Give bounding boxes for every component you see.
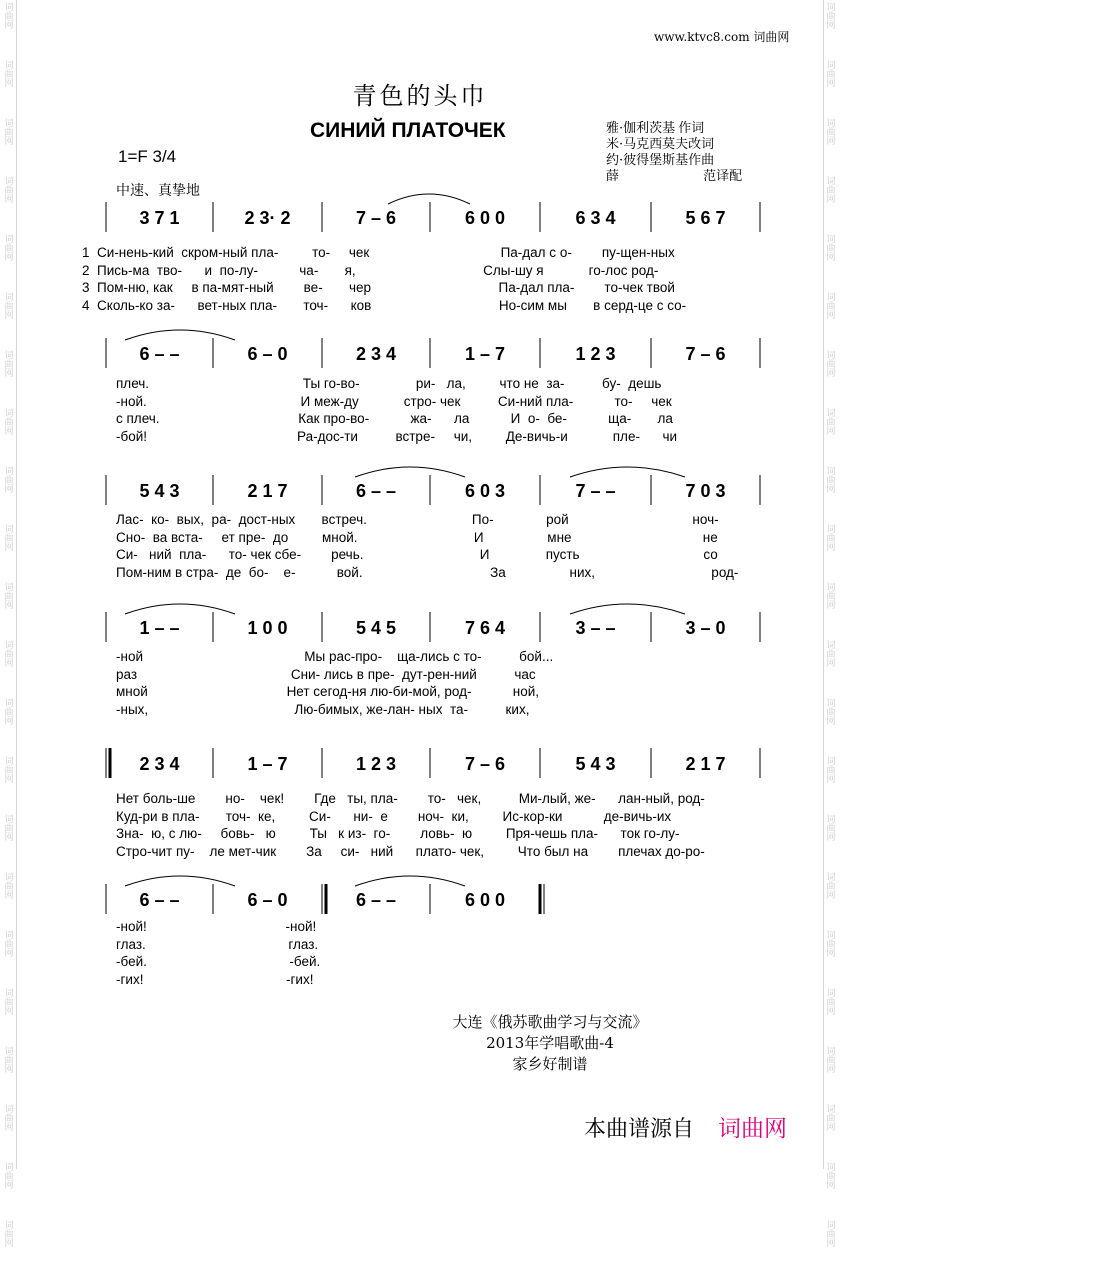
lyric-line: раз Сни- лись в пре- дут-рен-ний час (116, 666, 536, 682)
watermark-text: 词曲网 (4, 409, 14, 437)
lyrics-block (116, 790, 705, 860)
lyric-line: Нет боль-ше но- чек! Где ты, пла- то- чек, Ми-лый, же- лан-ный, род- (116, 791, 705, 806)
footer-line-2: 2013年学唱歌曲-4 (486, 1034, 614, 1052)
lyrics-block (116, 375, 677, 445)
lyric-line: Сно- ва вста- ет пре- до мной. И мне не (116, 529, 718, 545)
measure-notes: 5 4 5 (355, 618, 397, 638)
measure-notes: 1 0 0 (247, 618, 288, 638)
watermark-text: 词曲网 (826, 61, 836, 89)
measure-notes: 7 – 6 (464, 754, 506, 774)
lyric-line: -гих! -гих! (116, 971, 314, 987)
measure-notes: 6 – 0 (247, 890, 288, 910)
watermark-text: 词曲网 (4, 641, 14, 669)
lyric-line: глаз. глаз. (116, 936, 319, 952)
measure-notes: 6 0 0 (464, 208, 506, 228)
source-brand-link[interactable]: 词曲网 (718, 1116, 787, 1142)
measure-notes: 1 2 3 (575, 344, 616, 364)
credit-name: 约·彼得堡斯基作曲 (606, 153, 715, 168)
measure-notes: 3 – 0 (685, 618, 726, 638)
measure-notes: 5 4 3 (139, 481, 180, 501)
credit-name: 米·马克西莫夫改词 (606, 137, 715, 152)
measure-notes: 5 6 7 (685, 208, 726, 228)
lyric-line: Куд-ри в пла- точ- ке, Си- ни- е ноч- ки, Ис-кор-ки де-вичь-их (116, 808, 672, 824)
lyric-line: 1 Си-нень-кий скром-ный пла- то- чек Па-дал с о- пу-щен-ных (82, 245, 675, 260)
left-watermark-strip (2, 0, 17, 1249)
measure-notes: 7 0 3 (685, 481, 726, 501)
watermark-text: 词曲网 (826, 641, 836, 669)
lyric-line: 3 Пом-ню, как в па-мят-ный ве- чер Па-дал пла- то-чек твой (82, 280, 675, 295)
lyric-line: Зна- ю, с лю- бовь- ю Ты к из- го- ловь- ю Пря-чешь пла- ток го-лу- (116, 826, 680, 841)
lyric-line: 4 Сколь-ко за- вет-ных пла- точ- ков Но-сим мы в серд-це с со- (82, 297, 687, 313)
measure-notes: 3 – – (575, 618, 616, 638)
watermark-text: 词曲网 (826, 351, 836, 379)
footer-line-1: 大连《俄苏歌曲学习与交流》 (452, 1013, 648, 1031)
slur-arc (125, 330, 235, 340)
watermark-text: 词曲网 (826, 235, 836, 263)
score-row (0, 198, 840, 248)
lyric-line: -ной. И меж-ду стро- чек Си-ний пла- то- чек (116, 393, 672, 409)
measure-notes: 6 0 0 (464, 890, 506, 910)
slur-arc (355, 876, 465, 886)
arranger-footer (0, 1012, 1100, 1075)
right-watermark-strip (823, 0, 838, 1249)
watermark-text: 词曲网 (4, 1221, 14, 1249)
measure-notes: 1 – 7 (247, 754, 288, 774)
watermark-text: 词曲网 (826, 1221, 836, 1249)
watermark-text: 词曲网 (4, 467, 14, 495)
watermark-text: 词曲网 (826, 293, 836, 321)
watermark-text: 词曲网 (826, 583, 836, 611)
measure-notes: 2 3 4 (139, 754, 180, 774)
watermark-text: 词曲网 (4, 873, 14, 901)
watermark-text: 词曲网 (826, 467, 836, 495)
score-row (0, 744, 840, 794)
measure-notes: 1 – 7 (464, 344, 506, 364)
watermark-text: 词曲网 (826, 1105, 836, 1133)
credits (606, 121, 742, 185)
watermark-text: 词曲网 (826, 525, 836, 553)
credit-role: 范译配 (703, 169, 743, 184)
lyrics-block (116, 918, 320, 988)
lyric-line: Си- ний пла- то- чек сбе- речь. И пусть со (116, 547, 718, 562)
lyric-line: мной Нет сегод-ня лю-би-мой, род- ной, (116, 684, 539, 699)
lyric-line: -ной! -ной! (116, 919, 317, 934)
watermark-text: 词曲网 (826, 3, 836, 31)
watermark-text: 词曲网 (4, 235, 14, 263)
measure-notes: 2 1 7 (247, 481, 288, 501)
lyric-line: плеч. Ты го-во- ри- ла, что не за- бу- дешь (116, 376, 662, 391)
watermark-text: 词曲网 (4, 119, 14, 147)
watermark-text: 词曲网 (4, 989, 14, 1017)
measure-notes: 6 – – (355, 890, 397, 910)
watermark-text: 词曲网 (826, 177, 836, 205)
credit-name: 雅·伽利茨基 (606, 121, 676, 136)
watermark-text: 词曲网 (4, 931, 14, 959)
measure-notes: 7 – 6 (355, 208, 397, 228)
site-url[interactable]: www.ktvc8.com 词曲网 (654, 30, 790, 44)
measure-notes: 6 – – (139, 344, 180, 364)
slur-arc (355, 467, 465, 477)
watermark-text: 词曲网 (4, 3, 14, 31)
source-label: 本曲谱源自 (584, 1117, 695, 1142)
watermark-text: 词曲网 (4, 177, 14, 205)
lyric-line: -бей. -бей. (116, 954, 321, 969)
measure-notes: 7 – 6 (685, 344, 726, 364)
watermark-text: 词曲网 (4, 699, 14, 727)
watermark-text: 词曲网 (4, 1105, 14, 1133)
watermark-text: 词曲网 (4, 1047, 14, 1075)
watermark-text: 词曲网 (826, 1163, 836, 1191)
lyric-line: -ных, Лю-бимых, же-лан- ных та- ких, (116, 701, 530, 717)
lyrics-block (82, 244, 686, 314)
measure-notes: 7 6 4 (464, 618, 506, 638)
watermark-text: 词曲网 (4, 61, 14, 89)
measure-notes: 6 0 3 (464, 481, 506, 501)
slur-arc (570, 467, 685, 477)
lyric-line: Пом-ним в стра- де бо- е- вой. За них, род- (116, 564, 739, 580)
measure-notes: 6 – – (355, 481, 397, 501)
title-chinese: 青色的头巾 (352, 82, 488, 110)
measure-notes: 2 1 7 (685, 754, 726, 774)
title-russian: СИНИЙ ПЛАТОЧЕК (310, 119, 506, 142)
tempo-marking: 中速、真挚地 (116, 183, 200, 199)
credit-line-4 (606, 169, 742, 185)
measure-notes: 6 – 0 (247, 344, 288, 364)
credit-name: 薛 (606, 169, 620, 184)
measure-notes: 1 2 3 (355, 754, 397, 774)
measure-notes: 6 – – (139, 890, 180, 910)
lyric-line: -ной Мы рас-про- ща-лись с то- бой... (116, 649, 554, 664)
watermark-text: 词曲网 (4, 525, 14, 553)
watermark-text: 词曲网 (826, 989, 836, 1017)
measure-notes: 3 7 1 (139, 208, 180, 228)
watermark-text: 词曲网 (4, 757, 14, 785)
lyric-line: Стро-чит пу- ле мет-чик За си- ний плато- чек, Что был на плечах до-ро- (116, 843, 705, 859)
watermark-text: 词曲网 (4, 583, 14, 611)
watermark-text: 词曲网 (826, 873, 836, 901)
credit-line-3 (606, 153, 742, 169)
measure-notes: 5 4 3 (575, 754, 616, 774)
lyric-line: с плеч. Как про-во- жа- ла И о- бе- ща- ла (116, 411, 673, 426)
watermark-text: 词曲网 (826, 931, 836, 959)
key-signature: 1=F 3/4 (118, 147, 177, 166)
watermark-text: 词曲网 (826, 815, 836, 843)
watermark-text: 词曲网 (4, 293, 14, 321)
lyric-line: Лас- ко- вых, ра- дост-ных встреч. По- рой ноч- (116, 512, 719, 527)
slur-arc (125, 876, 235, 886)
measure-notes: 6 3 4 (575, 208, 616, 228)
slur-arc (125, 604, 235, 614)
lyrics-block (116, 648, 553, 718)
lyric-line: -бой! Ра-дос-ти встре- чи, Де-вичь-и пле- чи (116, 428, 678, 444)
watermark-text: 词曲网 (826, 699, 836, 727)
lyric-line: 2 Пись-ма тво- и по-лу- ча- я, Слы-шу я го-лос род- (82, 262, 659, 278)
credit-line-1 (606, 121, 742, 137)
watermark-text: 词曲网 (826, 409, 836, 437)
watermark-text: 词曲网 (4, 351, 14, 379)
measure-notes: 7 – – (575, 481, 616, 501)
measure-notes: 2 3 4 (355, 344, 397, 364)
credit-line-2 (606, 137, 742, 153)
slur-arc (570, 604, 685, 614)
footer-line-3: 家乡好制谱 (512, 1055, 588, 1073)
watermark-text: 词曲网 (826, 757, 836, 785)
lyrics-block (116, 511, 738, 581)
watermark-text: 词曲网 (4, 1163, 14, 1191)
slur-arc (388, 194, 470, 204)
measure-notes: 2 3· 2 (244, 208, 291, 228)
watermark-text: 词曲网 (826, 119, 836, 147)
credit-role: 作词 (678, 121, 705, 136)
watermark-text: 词曲网 (826, 1047, 836, 1075)
measure-notes: 1 – – (139, 618, 180, 638)
watermark-text: 词曲网 (4, 815, 14, 843)
